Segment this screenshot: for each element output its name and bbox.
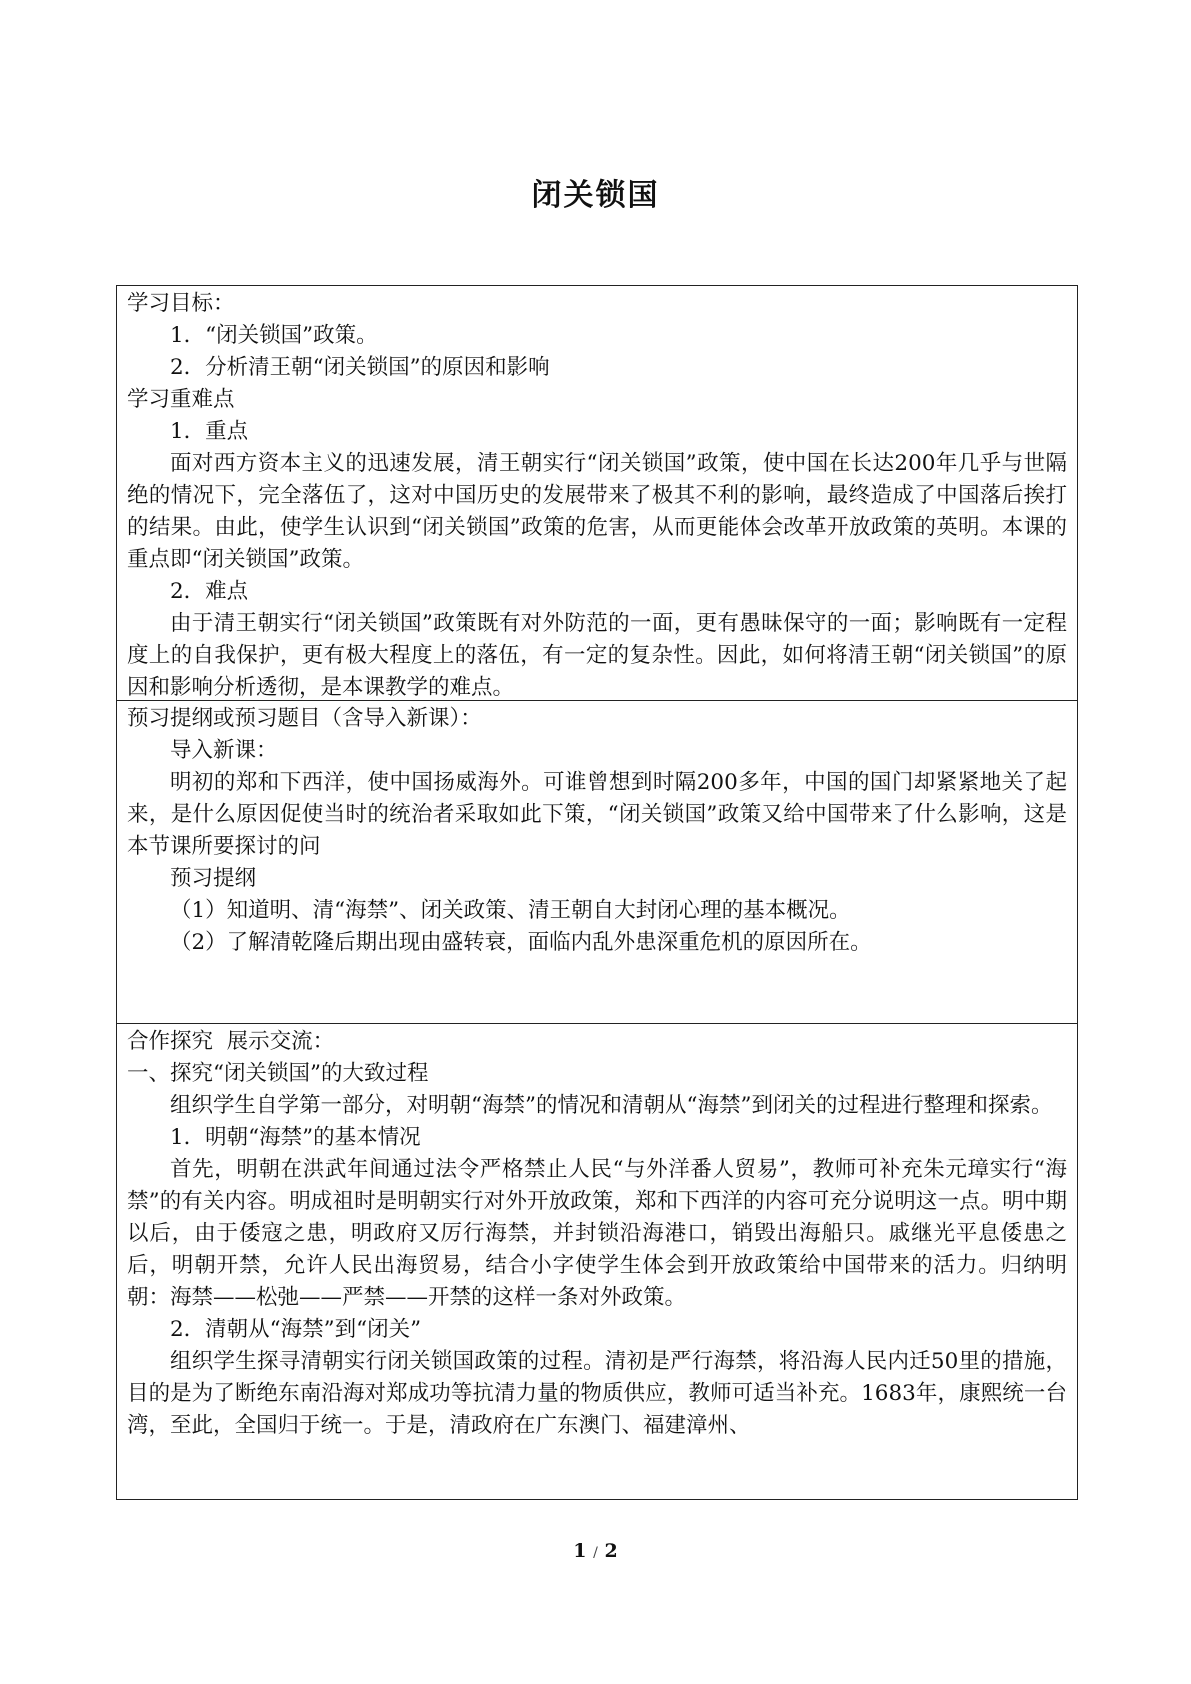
key-difficult-heading: 学习重难点: [127, 387, 235, 412]
key-point-label: 1．重点: [170, 419, 249, 444]
page-total: 2: [604, 1540, 618, 1562]
qing-label: 2．清朝从“海禁”到“闭关”: [170, 1317, 422, 1342]
goal-item: 1．“闭关锁国”政策。: [170, 323, 378, 348]
page-separator: /: [593, 1545, 598, 1561]
intro-label: 导入新课：: [170, 738, 278, 763]
inquiry-heading: 合作探究 展示交流：: [127, 1029, 335, 1054]
goals-heading: 学习目标：: [127, 291, 235, 316]
lesson-table: [116, 285, 1078, 1500]
page-current: 1: [573, 1540, 587, 1562]
page-number: [0, 1540, 1191, 1562]
qing-text: 组织学生探寻清朝实行闭关锁国政策的过程。清初是严行海禁，将沿海人民内迁50里的措施，目的是为了断绝东南沿海对郑成功等抗清力量的物质供应，教师可适当补充。1683年，康熙统一台湾，至此，全国归于统一。于是，清政府在广东澳门、福建漳州、: [127, 1349, 1067, 1438]
learning-goals-cell: [117, 286, 1077, 701]
difficult-point-text: 由于清王朝实行“闭关锁国”政策既有对外防范的一面，更有愚昧保守的一面；影响既有一定程度上的自我保护，更有极大程度上的落伍，有一定的复杂性。因此，如何将清王朝“闭关锁国”的原因和影响分析透彻，是本课教学的难点。: [127, 611, 1067, 700]
ming-text: 首先，明朝在洪武年间通过法令严格禁止人民“与外洋番人贸易”，教师可补充朱元璋实行“海禁”的有关内容。明成祖时是明朝实行对外开放政策，郑和下西洋的内容可充分说明这一点。明中期以后，由于倭寇之患，明政府又厉行海禁，并封锁沿海港口，销毁出海船只。戚继光平息倭患之后，明朝开禁，允许人民出海贸易，结合小字使学生体会到开放政策给中国带来的活力。归纳明朝：海禁——松弛——严禁——开禁的这样一条对外政策。: [127, 1157, 1067, 1310]
preview-outline-cell: [117, 701, 1077, 1024]
difficult-point-label: 2．难点: [170, 579, 249, 604]
outline-item: （1）知道明、清“海禁”、闭关政策、清王朝自大封闭心理的基本概况。: [170, 898, 851, 923]
part-heading: 一、探究“闭关锁国”的大致过程: [127, 1061, 429, 1086]
outline-item: （2）了解清乾隆后期出现由盛转衰，面临内乱外患深重危机的原因所在。: [170, 930, 872, 955]
goal-item: 2．分析清王朝“闭关锁国”的原因和影响: [170, 355, 550, 380]
key-point-text: 面对西方资本主义的迅速发展，清王朝实行“闭关锁国”政策，使中国在长达200年几乎与世隔绝的情况下，完全落伍了，这对中国历史的发展带来了极其不利的影响，最终造成了中国落后挨打的结果。由此，使学生认识到“闭关锁国”政策的危害，从而更能体会改革开放政策的英明。本课的重点即“闭关锁国”政策。: [127, 451, 1067, 572]
preview-heading: 预习提纲或预习题目（含导入新课）：: [127, 706, 482, 731]
part-text: 组织学生自学第一部分，对明朝“海禁”的情况和清朝从“海禁”到闭关的过程进行整理和探索。: [170, 1093, 1053, 1118]
outline-label: 预习提纲: [170, 866, 257, 891]
ming-label: 1．明朝“海禁”的基本情况: [170, 1125, 421, 1150]
document-title: 闭关锁国: [531, 178, 660, 213]
cooperative-inquiry-cell: [117, 1024, 1077, 1501]
intro-text: 明初的郑和下西洋，使中国扬威海外。可谁曾想到时隔200多年，中国的国门却紧紧地关了起来，是什么原因促使当时的统治者采取如此下策，“闭关锁国”政策又给中国带来了什么影响，这是本节课所要探讨的问: [127, 770, 1067, 859]
